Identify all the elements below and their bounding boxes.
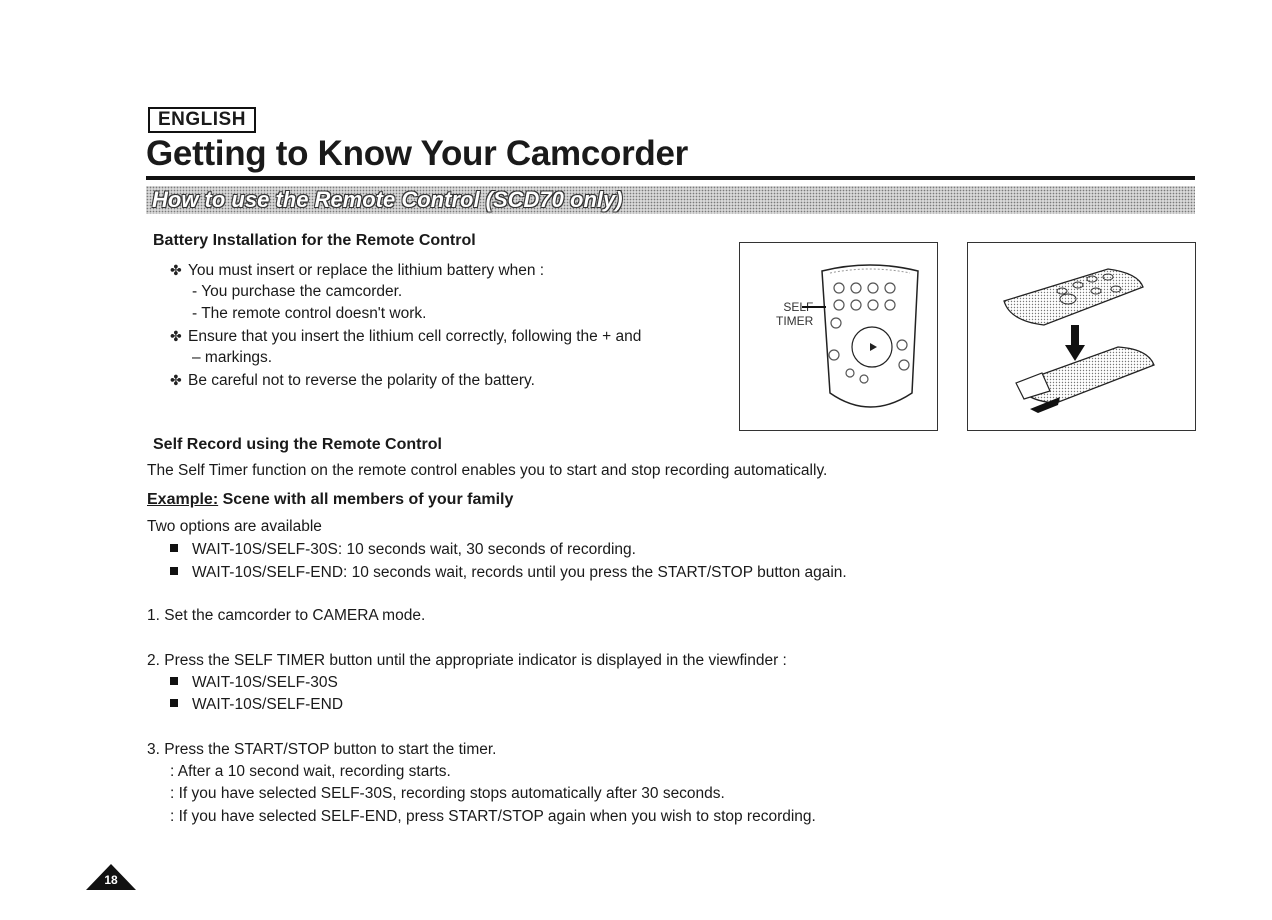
battery-insertion-illustration xyxy=(968,243,1195,430)
battery-subitem-2: - The remote control doesn't work. xyxy=(192,305,427,322)
section-banner-title: How to use the Remote Control (SCD70 only) xyxy=(152,187,623,212)
example-line xyxy=(147,490,513,510)
page-number-badge xyxy=(86,864,136,890)
battery-insertion-figure xyxy=(967,242,1196,431)
self-record-intro: The Self Timer function on the remote control enables you to start and stop recording automatically. xyxy=(147,462,828,479)
self-timer-label: SELF TIMER xyxy=(776,300,814,328)
square-bullet-icon xyxy=(170,699,178,707)
step-3: 3. Press the START/STOP button to start the timer. xyxy=(147,741,497,758)
step-3-note-2: : If you have selected SELF-30S, recording stops automatically after 30 seconds. xyxy=(170,785,725,802)
step-3-note-1: : After a 10 second wait, recording starts. xyxy=(170,763,451,780)
step-2: 2. Press the SELF TIMER button until the appropriate indicator is displayed in the viewfinder : xyxy=(147,652,787,669)
battery-subitem-1: - You purchase the camcorder. xyxy=(192,283,403,300)
clover-bullet-icon: ✤ xyxy=(170,372,182,388)
battery-item-2: ✤ Ensure that you insert the lithium cell correctly, following the + and xyxy=(170,325,641,348)
battery-heading: Battery Installation for the Remote Control xyxy=(153,232,476,249)
page-number: 18 xyxy=(104,873,118,887)
step-1: 1. Set the camcorder to CAMERA mode. xyxy=(147,607,426,624)
self-record-heading: Self Record using the Remote Control xyxy=(153,436,442,453)
option-item-2: WAIT-10S/SELF-END: 10 seconds wait, records until you press the START/STOP button again. xyxy=(170,562,847,584)
square-bullet-icon xyxy=(170,544,178,552)
battery-item-1: ✤ You must insert or replace the lithium battery when : xyxy=(170,259,544,282)
example-label: Example: xyxy=(147,491,219,508)
battery-item-2-cont: – markings. xyxy=(192,349,273,366)
options-intro: Two options are available xyxy=(147,518,322,535)
option-item-1: WAIT-10S/SELF-30S: 10 seconds wait, 30 seconds of recording. xyxy=(170,539,636,561)
remote-self-timer-figure xyxy=(739,242,938,431)
battery-item-3: ✤ Be careful not to reverse the polarity of the battery. xyxy=(170,369,535,392)
language-badge: ENGLISH xyxy=(148,107,256,133)
step-2-item-1: WAIT-10S/SELF-30S xyxy=(170,672,338,694)
square-bullet-icon xyxy=(170,677,178,685)
step-2-item-2: WAIT-10S/SELF-END xyxy=(170,694,343,716)
title-rule xyxy=(146,176,1195,180)
step-3-note-3: : If you have selected SELF-END, press START/STOP again when you wish to stop recording. xyxy=(170,808,816,825)
clover-bullet-icon: ✤ xyxy=(170,328,182,344)
example-text: Scene with all members of your family xyxy=(222,491,514,508)
square-bullet-icon xyxy=(170,567,178,575)
page-title: Getting to Know Your Camcorder xyxy=(146,134,688,173)
clover-bullet-icon: ✤ xyxy=(170,262,182,278)
remote-control-illustration xyxy=(740,243,937,430)
